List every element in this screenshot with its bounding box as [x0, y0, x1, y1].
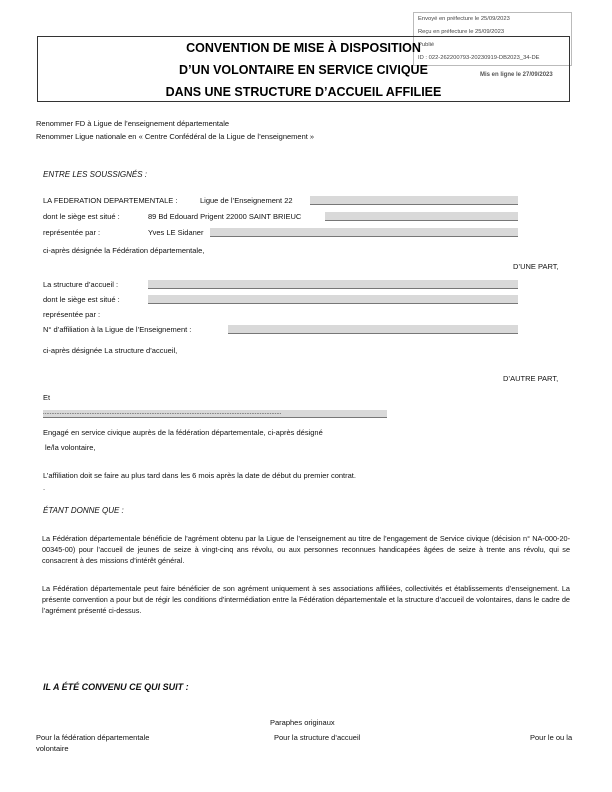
- federation-name-field-bg: [310, 196, 518, 205]
- title-line-1: CONVENTION DE MISE À DISPOSITION: [186, 41, 421, 55]
- title-line-2: D’UN VOLONTAIRE EN SERVICE CIVIQUE: [179, 63, 428, 77]
- title-line-3: DANS UNE STRUCTURE D’ACCUEIL AFFILIEE: [165, 85, 442, 99]
- stray-dot: .: [43, 483, 46, 492]
- stamp-published: Publié: [418, 42, 435, 48]
- footer-volunteer: Pour le ou la: [530, 733, 573, 742]
- federation-name-value[interactable]: Ligue de l’Enseignement 22: [200, 196, 293, 205]
- given-paragraph-1: La Fédération départementale bénéficie de l’agrément obtenu par la Ligue de l’enseignement au titre de l’engagement de Service civique (décision n° NA-000-20-00345-00) pour l’accueil de jeunes de seize à vingt-cinq ans révolu, ou aux personnes reconnues handicapées âgées de seize à trente ans révolu, qui se consacrent à des missions d’intérêt général.: [42, 534, 570, 565]
- initials-label: Paraphes originaux: [270, 718, 335, 727]
- parties-heading: ENTRE LES SOUSSIGNÉS :: [43, 170, 148, 179]
- structure-name-label: La structure d’accueil :: [43, 280, 119, 289]
- stamp-received: Reçu en préfecture le 25/09/2023: [418, 29, 505, 35]
- stamp-id: ID : 022-262200793-20230919-DB2023_34-DE: [418, 55, 540, 61]
- online-publication-note: Mis en ligne le 27/09/2023: [480, 72, 553, 78]
- federation-seat-label: dont le siège est situé :: [43, 212, 120, 221]
- federation-seat-field-bg: [325, 212, 518, 221]
- given-paragraph-2: La Fédération départementale peut faire bénéficier de son agrément uniquement à ses associations affiliées, collectivités et établissements d’enseignement. La présente convention a pour but de régir les conditions d’intermédiation entre la Fédération départementale et la structure d’accueil de volontaires, dans le cadre de l’agrément présenté ci-dessus.: [42, 584, 570, 615]
- title-box: [37, 36, 570, 102]
- given-heading: ÉTANT DONNE QUE :: [43, 506, 124, 515]
- structure-seat-field[interactable]: [148, 295, 518, 304]
- affiliation-deadline-note: L’affiliation doit se faire au plus tard dans les 6 mois après la date de début du premier contrat.: [43, 471, 356, 480]
- volunteer-engaged-line1: Engagé en service civique auprès de la fédération départementale, ci-après désigné: [43, 428, 323, 437]
- agreed-heading: IL A ÉTÉ CONVENU CE QUI SUIT :: [43, 682, 189, 692]
- volunteer-engaged-line2: le/la volontaire,: [45, 443, 96, 452]
- footer-structure: Pour la structure d’accueil: [274, 733, 361, 742]
- federation-name-label: LA FEDERATION DEPARTEMENTALE :: [43, 196, 178, 205]
- first-part-label: D’UNE PART,: [513, 262, 559, 271]
- structure-designation: ci-après désignée La structure d’accueil,: [43, 346, 178, 355]
- federation-rep-field-bg: [210, 228, 518, 237]
- footer-volunteer-continued: volontaire: [36, 744, 69, 753]
- and-label: Et: [43, 393, 51, 402]
- structure-affiliation-field[interactable]: [228, 325, 518, 334]
- structure-affiliation-label: N° d’affiliation à la Ligue de l’Enseignement :: [43, 325, 192, 334]
- footer-federation: Pour la fédération départementale: [36, 733, 150, 742]
- second-part-label: D’AUTRE PART,: [503, 374, 559, 383]
- federation-seat-value[interactable]: 89 Bd Edouard Prigent 22000 SAINT BRIEUC: [148, 212, 302, 221]
- structure-rep-label: représentée par :: [43, 310, 101, 319]
- structure-seat-label: dont le siège est situé :: [43, 295, 120, 304]
- volunteer-dotted-line: ...............................................................................................................................................: [43, 410, 282, 416]
- stamp-sent: Envoyé en préfecture le 25/09/2023: [418, 16, 510, 22]
- federation-rep-label: représentée par :: [43, 228, 101, 237]
- rename-note-2: Renommer Ligue nationale en « Centre Confédéral de la Ligue de l’enseignement »: [36, 132, 315, 141]
- rename-note-1: Renommer FD à Ligue de l’enseignement départementale: [36, 119, 230, 128]
- federation-designation: ci-après désignée la Fédération départementale,: [43, 246, 205, 255]
- structure-name-field[interactable]: [148, 280, 518, 289]
- federation-rep-value[interactable]: Yves LE Sidaner: [148, 228, 204, 237]
